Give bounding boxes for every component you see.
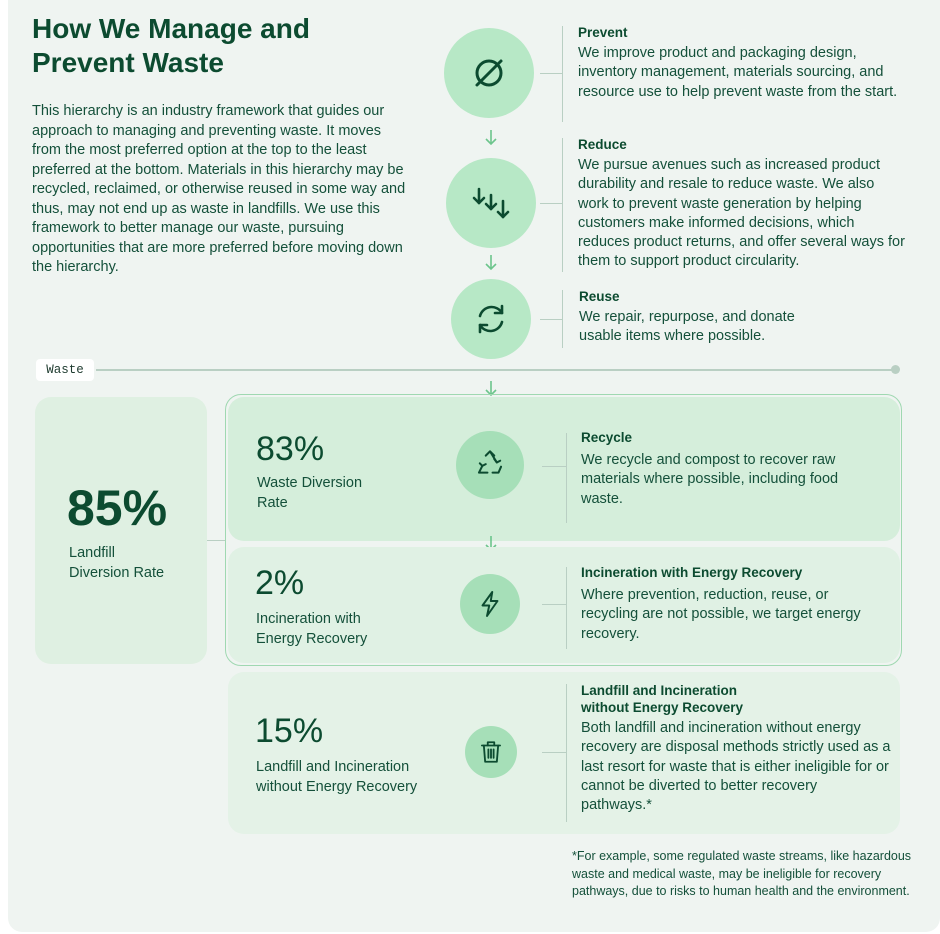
outcome-body: Where prevention, reduction, reuse, or recycling are not possible, we target energy recovery. xyxy=(581,587,861,642)
connector-line xyxy=(540,73,562,74)
page-title: How We Manage and Prevent Waste xyxy=(32,13,310,78)
incineration-label: Incineration with Energy Recovery xyxy=(256,611,368,647)
trash-icon xyxy=(478,739,504,765)
outcome-incineration xyxy=(581,565,881,644)
connector-line xyxy=(542,604,566,605)
outcome-heading: Landfill and Incineration without Energy Recovery xyxy=(581,683,744,715)
incineration-value: 2% xyxy=(255,564,305,602)
intro-paragraph: This hierarchy is an industry framework that guides our approach to managing and preventing waste. It moves from the most preferred option at the top to the least preferred at the bottom. Materials in this hierarchy may be recycled, reclaimed, or otherwise reused in some way and thus, may not end up as waste in landfills. We use this framework to better manage our waste, pursuing opportunities that are more preferred before moving down the hierarchy. xyxy=(32,103,406,275)
reuse-icon xyxy=(471,299,511,339)
waste-label: Waste xyxy=(36,359,94,381)
waste-line-end-dot xyxy=(891,365,900,374)
outcome-heading: Recycle xyxy=(581,430,633,445)
connector-line xyxy=(542,466,566,467)
connector-line xyxy=(207,540,225,541)
landfill-diversion-panel xyxy=(35,397,207,664)
step-heading: Reuse xyxy=(579,289,620,304)
recycle-label: Waste Diversion Rate xyxy=(257,475,363,511)
outcome-recycle xyxy=(581,430,881,509)
footnote: *For example, some regulated waste streams, like hazardous waste and medical waste, may be ineligible for recovery pathways, due to risks to human health and the environment. xyxy=(572,849,912,898)
outcome-body: Both landfill and incineration without energy recovery are disposal methods strictly used as a last resort for waste that is either ineligible for or cannot be diverted to better recovery pathways.* xyxy=(581,720,891,814)
landfill-label: Landfill and Incineration without Energy Recovery xyxy=(256,759,418,795)
arrow-down-icon xyxy=(484,129,498,147)
connector-line xyxy=(542,752,566,753)
recycle-circle xyxy=(456,431,524,499)
divider-line xyxy=(566,567,567,649)
divider-line xyxy=(562,26,563,122)
step-reduce xyxy=(578,137,908,272)
divider-line xyxy=(566,684,567,822)
step-body: We repair, repurpose, and donate usable items where possible. xyxy=(579,309,795,345)
divider-line xyxy=(566,433,567,523)
step-body: We improve product and packaging design, inventory management, materials sourcing, and resource use to help prevent waste from the start. xyxy=(578,45,898,100)
arrow-down-icon xyxy=(484,254,498,272)
waste-line xyxy=(96,369,896,371)
divider-line xyxy=(562,138,563,272)
step-reuse xyxy=(579,289,829,347)
reduce-circle xyxy=(446,158,536,248)
outcome-landfill xyxy=(581,682,891,815)
outcome-heading: Incineration with Energy Recovery xyxy=(581,565,803,580)
landfill-circle xyxy=(465,726,517,778)
landfill-diversion-value: 85% xyxy=(67,480,168,536)
connector-line xyxy=(540,203,562,204)
step-body: We pursue avenues such as increased product durability and resale to reduce waste. We also work to prevent waste generation by helping customers make informed decisions, which reduces product returns, and offer several ways for them to support product circularity. xyxy=(578,157,905,270)
step-heading: Prevent xyxy=(578,25,628,40)
landfill-diversion-label: Landfill Diversion Rate xyxy=(69,545,165,581)
connector-line xyxy=(540,319,562,320)
recycle-icon xyxy=(473,448,507,482)
reduce-icon xyxy=(471,183,511,223)
outcome-body: We recycle and compost to recover raw materials where possible, including food waste. xyxy=(581,452,839,507)
recycle-value: 83% xyxy=(256,430,325,468)
prevent-icon xyxy=(469,53,509,93)
reuse-circle xyxy=(451,279,531,359)
prevent-circle xyxy=(444,28,534,118)
incineration-circle xyxy=(460,574,520,634)
divider-line xyxy=(562,290,563,348)
lightning-icon xyxy=(475,589,505,619)
step-heading: Reduce xyxy=(578,137,627,152)
step-prevent xyxy=(578,25,908,102)
landfill-value: 15% xyxy=(255,712,324,750)
